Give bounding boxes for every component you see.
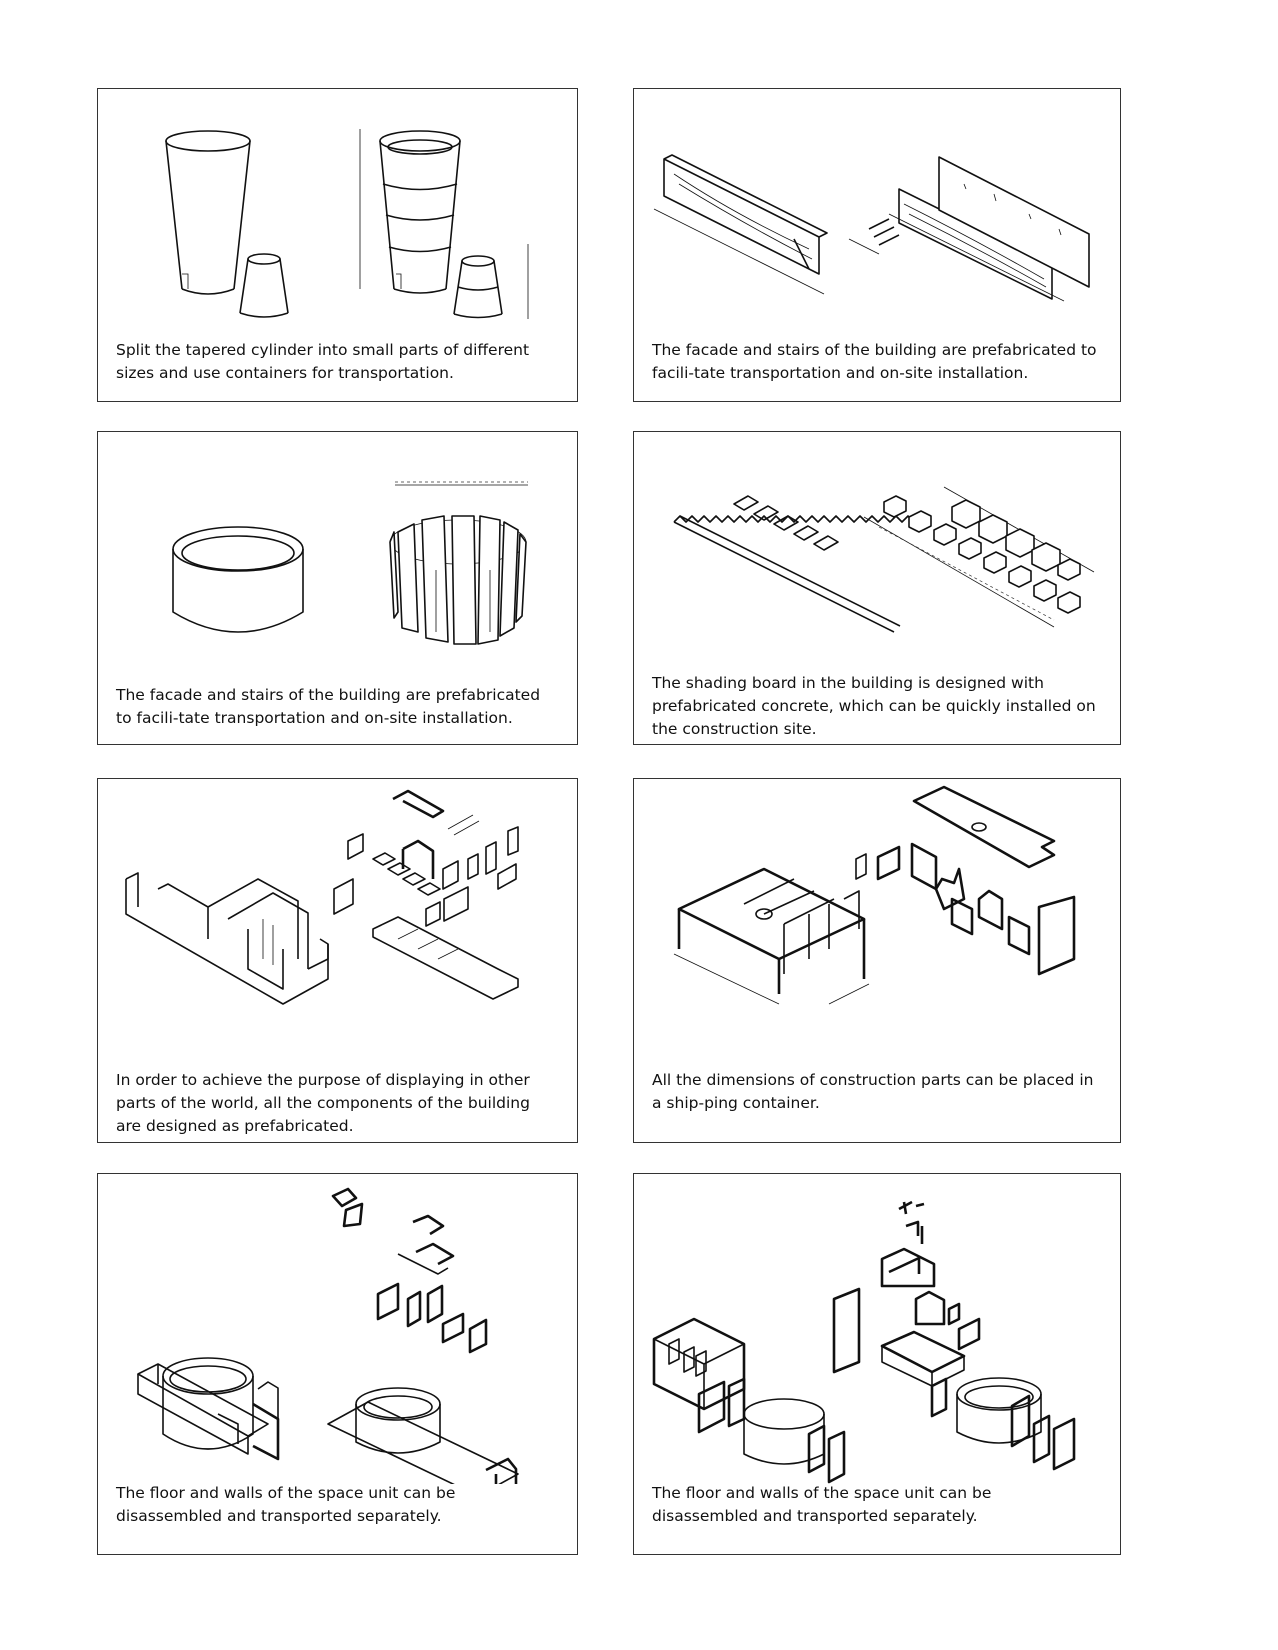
- facade-stairs-exploded-drawing: [634, 89, 1122, 339]
- container-parts-drawing: [634, 779, 1122, 1079]
- panel-ring-cylinder: [97, 431, 578, 745]
- panel-caption: The shading board in the building is designed with prefabricated concrete, which can be quickly installed on the construction site.: [652, 674, 1096, 738]
- panel-prefabricated-building: [97, 778, 578, 1143]
- panel-shipping-container: [633, 778, 1121, 1143]
- panel-facade-stairs: [633, 88, 1121, 402]
- panel-shading-boards: [633, 431, 1121, 745]
- shading-board-drawing: [634, 432, 1122, 682]
- space-unit-exploded-drawing-b: [634, 1174, 1122, 1484]
- panel-caption: The floor and walls of the space unit can be disassembled and transported separately.: [652, 1484, 992, 1525]
- building-exploded-drawing: [98, 779, 579, 1069]
- tapered-cylinder-split-drawing: [98, 89, 579, 339]
- panel-caption: Split the tapered cylinder into small parts of different sizes and use containers for transportation.: [116, 341, 530, 382]
- panel-space-unit-a: [97, 1173, 578, 1555]
- panel-caption: All the dimensions of construction parts can be placed in a ship-ping container.: [652, 1071, 1094, 1112]
- panel-caption: The floor and walls of the space unit can be disassembled and transported separately.: [116, 1484, 456, 1525]
- space-unit-exploded-drawing-a: [98, 1174, 579, 1484]
- ring-cylinder-panels-drawing: [98, 432, 579, 682]
- panel-caption: The facade and stairs of the building are prefabricated to facili-tate transportation and on-site installation.: [652, 341, 1097, 382]
- panel-caption: In order to achieve the purpose of displaying in other parts of the world, all the components of the building are designed as prefabricated.: [116, 1071, 530, 1135]
- panel-space-unit-b: [633, 1173, 1121, 1555]
- panel-tapered-cylinder: [97, 88, 578, 402]
- panel-caption: The facade and stairs of the building are prefabricated to facili-tate transportation and on-site installation.: [116, 686, 541, 727]
